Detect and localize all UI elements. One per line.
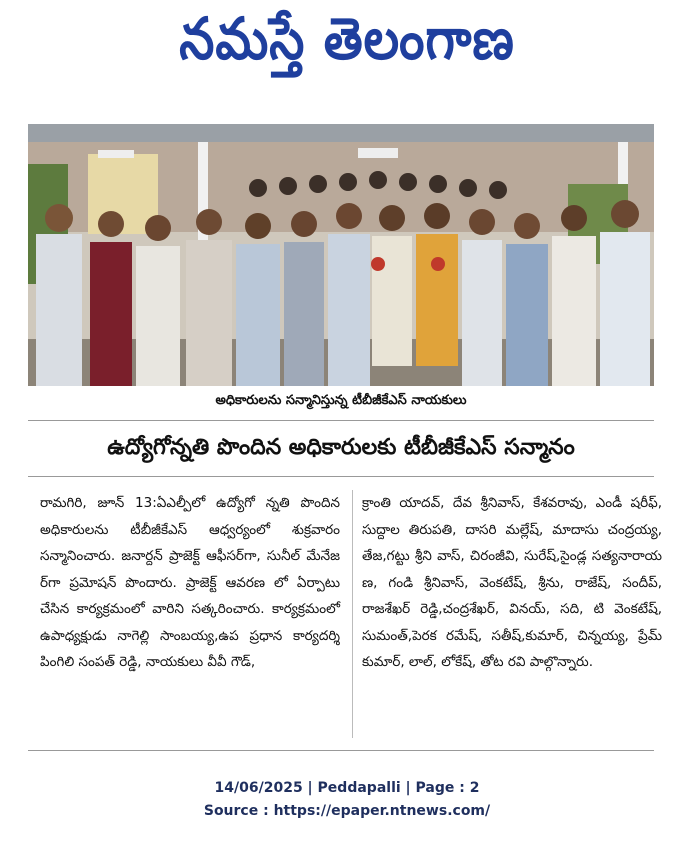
news-photo (28, 124, 654, 386)
divider-bottom (28, 750, 654, 751)
article-headline: ఉద్యోగోన్నతి పొందిన అధికారులకు టీబీజీకేఎస్ సన్మానం (107, 435, 575, 460)
column-divider (352, 490, 353, 738)
article-column-left (40, 490, 340, 676)
edition-info: 14/06/2025 | Peddapalli | Page : 2 (214, 780, 480, 796)
group-photo-illustration (28, 124, 654, 386)
article-body-left: రామగిరి, జూన్ 13:ఏఎల్పీలో ఉద్యోగో న్నతి పొందిన అధికారులను టీబీజీకేఎస్ ఆధ్వర్యంలో శుక్రవారం సన్మానించారు. జనార్దన్ ప్రాజెక్ట్ ఆఫీసర్‌గా, సునీల్ మేనేజ ర్‌గా ప్రమోషన్ పొందారు. ప్రాజెక్ట్ ఆవరణ లో ఏర్పాటు చేసిన కార్యక్రమంలో వారిని సత్కరించారు. కార్యక్రమంలో ఉపాధ్యక్షుడు నాగెల్లి సాంబయ్య,ఉప ప్రధాన కార్యదర్శి పింగిలి సంపత్ రెడ్డి, నాయకులు వీవీ గౌడ్, (40, 495, 340, 670)
source-link[interactable]: Source : https://epaper.ntnews.com/ (203, 803, 491, 819)
photo-caption: అధికారులను సన్మానిస్తున్న టీబీజీకేఎస్ నాయకులు (215, 393, 467, 408)
newspaper-title: నమస్తే తెలంగాణ (179, 5, 515, 73)
divider-top (28, 420, 654, 421)
divider-middle (28, 476, 654, 477)
article-body-right: క్రాంతి యాదవ్, దేవ శ్రీనివాస్, కేశవరావు, ఎండీ షరీఫ్, సుద్దాల తిరుపతి, దాసరి మల్లేష్, మాదాసు చంద్రయ్య, తేజ,గట్టు శ్రీని వాస్, చిరంజీవి, సురేష్,సైండ్ల సత్యనారాయ ణ, గండి శ్రీనివాస్, వెంకటేష్, శ్రీను, రాజేష్, సందీప్, రాజశేఖర్ రెడ్డి,చంద్రశేఖర్, వినయ్, సది, టి వెంకటేష్, సుమంత్,పెరక రమేష్, సతీష్,కుమార్, చిన్నయ్య, ప్రేమ్ కుమార్, లాల్, లోకేష్, తోట రవి పాల్గొన్నారు. (362, 495, 662, 670)
article-column-right (362, 490, 662, 676)
masthead (0, 4, 694, 74)
